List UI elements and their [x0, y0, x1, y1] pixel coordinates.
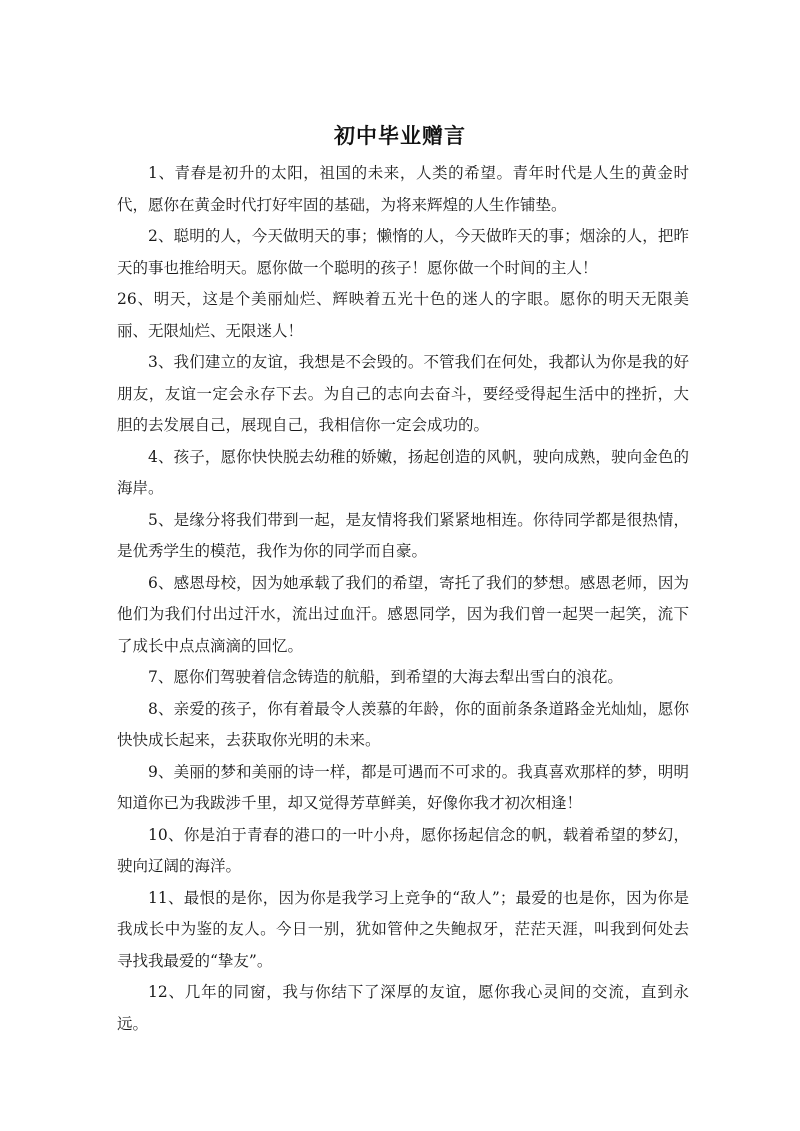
paragraph-3: 3、我们建立的友谊，我想是不会毁的。不管我们在何处，我都认为你是我的好朋友，友谊一定会永存下去。为自己的志向去奋斗，要经受得起生活中的挫折，大胆的去发展自己，展现自己，我相信你一定会成功的。	[117, 353, 689, 434]
paragraph-4: 4、孩子，愿你快快脱去幼稚的娇嫩，扬起创造的风帆，驶向成熟，驶向金色的海岸。	[117, 447, 689, 497]
paragraph-8: 8、亲爱的孩子，你有着最令人羡慕的年龄，你的面前条条道路金光灿灿，愿你快快成长起来，去获取你光明的未来。	[117, 699, 689, 749]
document-body	[117, 158, 689, 1040]
paragraph-5: 5、是缘分将我们带到一起，是友情将我们紧紧地相连。你待同学都是很热情，是优秀学生的模范，我作为你的同学而自豪。	[117, 510, 689, 560]
paragraph-9: 9、美丽的梦和美丽的诗一样，都是可遇而不可求的。我真喜欢那样的梦，明明知道你已为我跋涉千里，却又觉得芳草鲜美，好像你我才初次相逢！	[117, 762, 689, 812]
paragraph-7: 7、愿你们驾驶着信念铸造的航船，到希望的大海去犁出雪白的浪花。	[148, 668, 623, 686]
paragraph-26: 26、明天，这是个美丽灿烂、辉映着五光十色的迷人的字眼。愿你的明天无限美丽、无限灿烂、无限迷人！	[117, 290, 689, 340]
paragraph-11: 11、最恨的是你，因为你是我学习上竞争的“敌人”；最爱的也是你，因为你是我成长中为鉴的友人。今日一别，犹如管仲之失鲍叔牙，茫茫天涯，叫我到何处去寻找我最爱的“挚友”。	[117, 888, 689, 970]
paragraph-10: 10、你是泊于青春的港口的一叶小舟，愿你扬起信念的帆，载着希望的梦幻，驶向辽阔的海洋。	[117, 825, 689, 875]
document-title: 初中毕业赠言	[334, 124, 466, 148]
paragraph-2: 2、聪明的人，今天做明天的事；懒惰的人，今天做昨天的事；烟涂的人，把昨天的事也推给明天。愿你做一个聪明的孩子！愿你做一个时间的主人！	[117, 227, 689, 277]
paragraph-1: 1、青春是初升的太阳，祖国的未来，人类的希望。青年时代是人生的黄金时代，愿你在黄金时代打好牢固的基础，为将来辉煌的人生作铺垫。	[117, 164, 689, 214]
paragraph-6: 6、感恩母校，因为她承载了我们的希望，寄托了我们的梦想。感恩老师，因为他们为我们付出过汗水，流出过血汗。感恩同学，因为我们曾一起哭一起笑，流下了成长中点点滴滴的回忆。	[117, 573, 689, 655]
paragraph-12: 12、几年的同窗，我与你结下了深厚的友谊，愿你我心灵间的交流，直到永远。	[117, 983, 689, 1033]
